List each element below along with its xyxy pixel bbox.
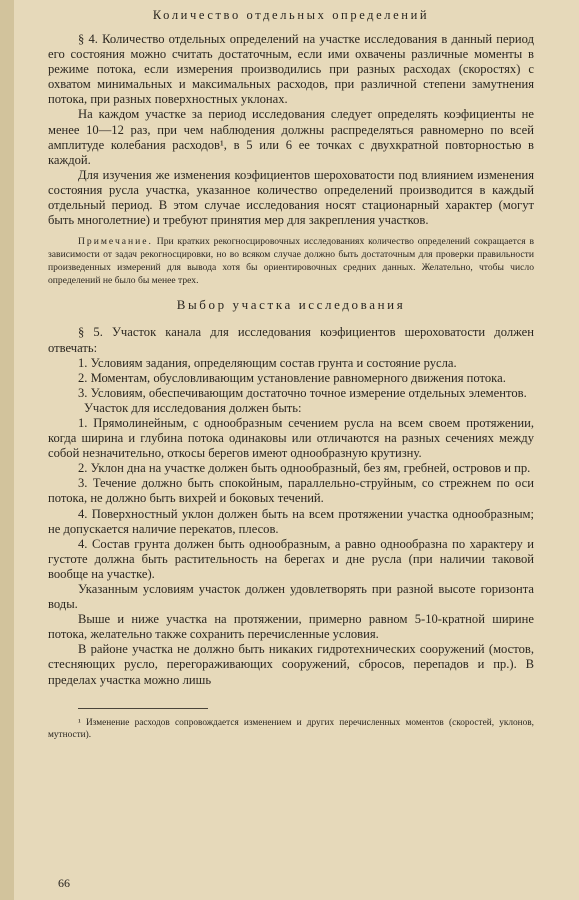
condition-item: 1. Прямолинейным, с однообразным сечением русла на всем своем протяжении, когда ширина и глубина потока одинаковы или отличаются на разных сечениях между собой незначительно, откосы берегов имеют однообразную крутизну. — [48, 415, 534, 461]
condition-item: 3. Течение должно быть спокойным, параллельно-струйным, со стрежнем по оси потока, не должно быть вихрей и боковых течений. — [48, 476, 534, 506]
requirement-item: 3. Условиям, обеспечивающим достаточно точное измерение отдельных элементов. — [78, 385, 527, 400]
paragraph-stationary: Для изучения же изменения коэфициентов шероховатости под влиянием изменения состояния русла участка, указанное количество определений производится в каждый отдельный период. В этом случае исследования носят стационарный характер (могут быть многолетние) и требуют принятия мер для закрепления участков. — [48, 167, 534, 228]
requirement-item: 1. Условиям задания, определяющим состав грунта и состояние русла. — [78, 355, 457, 370]
paragraph-section-4: § 4. Количество отдельных определений на участке исследования в данный период его состояния можно считать достаточным, если ими охвачены различные моменты в режиме потока, если измерения производились при разных расходах (скоростях) с охватом минимальных и максимальных расходов, при различной степени замутнения потока, при разных поверхностных уклонах. — [48, 32, 534, 107]
page-binding-edge — [0, 0, 14, 900]
page-number: 66 — [58, 876, 70, 890]
paragraph-water-level: Указанным условиям участок должен удовлетворять при разной высоте горизонта воды. — [48, 582, 534, 612]
section-heading: Выбор участка исследования — [176, 297, 406, 313]
note — [48, 236, 534, 287]
paragraph-upstream: Выше и ниже участка на протяжении, примерно равном 5-10-кратной ширине потока, желательно также сохранить перечисленные условия. — [48, 612, 534, 642]
paragraph-conditions-intro: Участок для исследования должен быть: — [84, 400, 302, 415]
conditions-list — [48, 416, 534, 582]
condition-item: 4. Состав грунта должен быть однообразным, а равно однообразна по характеру и густоте должна быть растительность на берегах и дне русла (при наличии таковой вообще на участке). — [48, 536, 534, 581]
page-content — [48, 8, 534, 742]
requirements-list — [48, 356, 534, 401]
paragraph-structures: В районе участка не должно быть никаких гидротехнических сооружений (мостов, стесняющих русло, перегораживающих сооружений, сбросов, перепадов и пр.). В пределах участка можно лишь — [48, 642, 534, 687]
paragraph-section-5: § 5. Участок канала для исследования коэфициентов шероховатости должен отвечать: — [48, 325, 534, 355]
condition-item: 2. Уклон дна на участке должен быть однообразный, без ям, гребней, островов и пр. — [78, 461, 531, 476]
running-header: Количество отдельных определений — [152, 8, 430, 22]
condition-item: 4. Поверхностный уклон должен быть на всем протяжении участка однообразным; не допускается наличие перекатов, плесов. — [48, 506, 534, 536]
footnote-divider — [78, 708, 208, 709]
note-lead: Примечание. — [78, 236, 153, 248]
note-text: При кратких рекогносцировочных исследованиях количество определений сокращается в зависимости от задач рекогносцировки, но во всяком случае должно быть достаточным для проверки правильности произведенных измерений для вывода хотя бы ориентировочных средних данных. Желательно, чтобы число определений не было бы менее трех. — [48, 236, 534, 286]
requirement-item: 2. Моментам, обусловливающим установление равномерного движения потока. — [78, 370, 506, 385]
footnote: ¹ Изменение расходов сопровождается изменением и других перечисленных моментов (скоростей, уклонов, мутности). — [48, 717, 534, 741]
paragraph-frequency: На каждом участке за период исследования следует определять коэфициенты не менее 10—12 раз, при чем наблюдения должны распределяться равномерно по всей амплитуде колебания расходов¹, в 5 или 6 ее точках с двухкратной повторностью в каждой. — [48, 107, 534, 167]
